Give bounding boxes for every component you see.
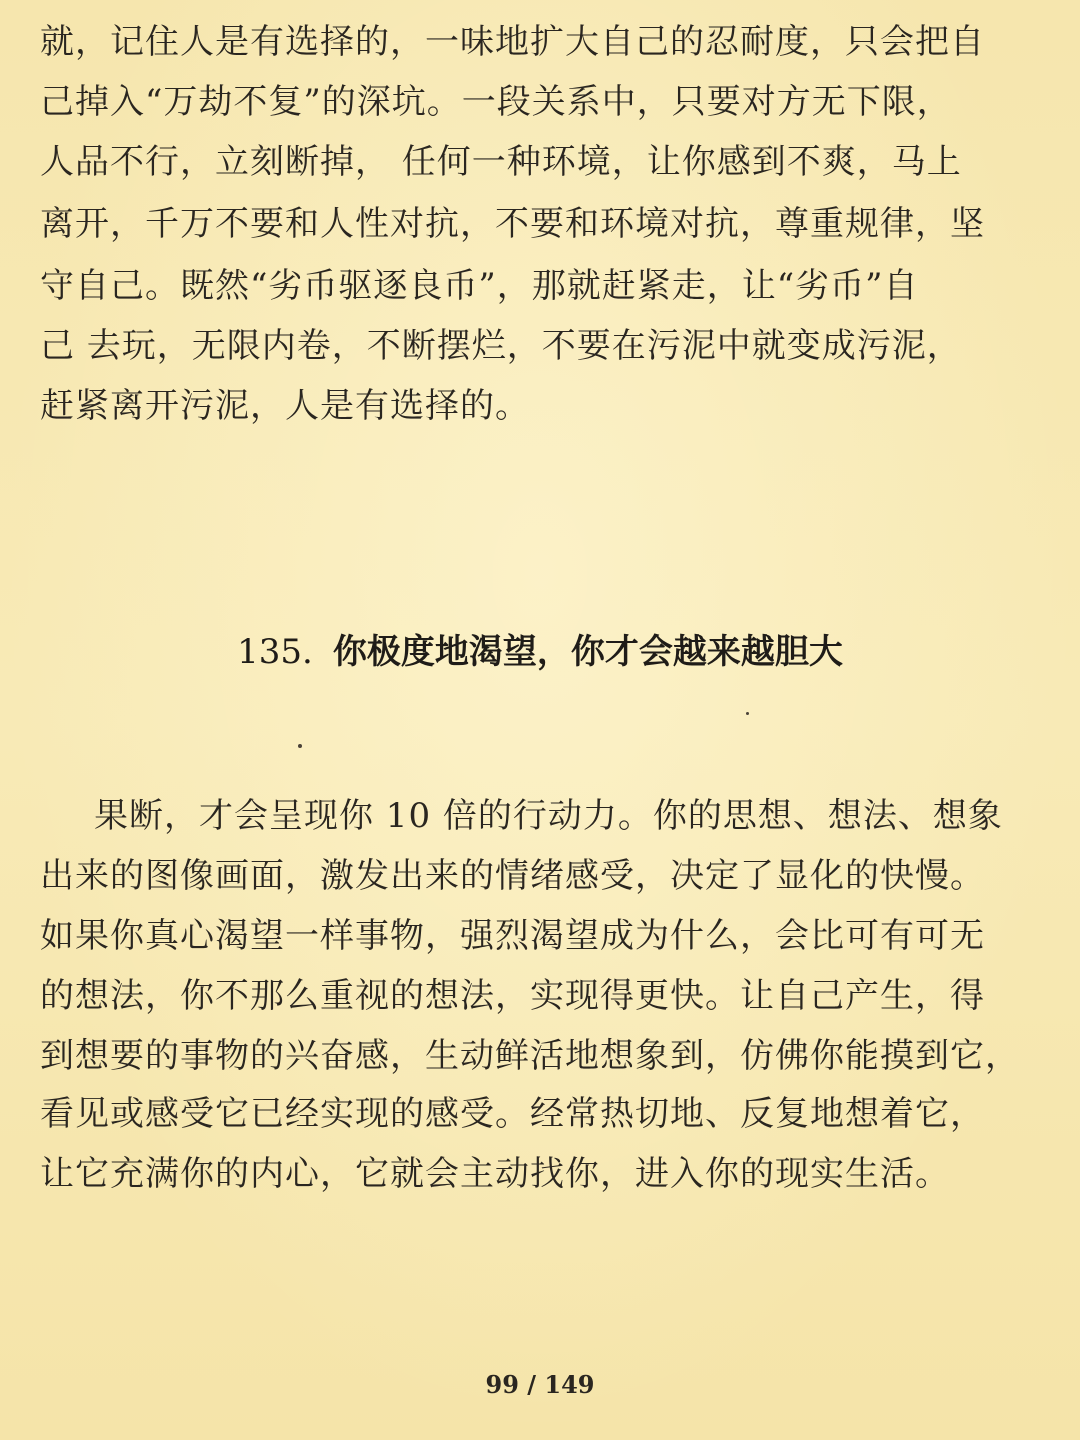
- paragraph-line: 让它充满你的内心，它就会主动找你，进入你的现实生活。: [40, 1154, 950, 1194]
- section-title: 你极度地渴望，你才会越来越胆大: [332, 632, 843, 672]
- paragraph-line: 己 去玩，无限内卷，不断摆烂，不要在污泥中就变成污泥，: [40, 326, 962, 366]
- paragraph-line: 到想要的事物的兴奋感，生动鲜活地想象到，仿佛你能摸到它，: [40, 1036, 1020, 1076]
- paper-speck: [298, 744, 302, 748]
- paragraph-line: 己掉入“万劫不复”的深坑。一段关系中，只要对方无下限，: [40, 82, 952, 122]
- paragraph-line: 果断，才会呈现你 10 倍的行动力。你的思想、想法、想象: [94, 796, 1003, 836]
- paragraph-line: 离开，千万不要和人性对抗，不要和环境对抗，尊重规律，坚: [40, 204, 985, 244]
- paragraph-line: 出来的图像画面，激发出来的情绪感受，决定了显化的快慢。: [40, 856, 985, 896]
- paragraph-line: 人品不行，立刻断掉， 任何一种环境，让你感到不爽，马上: [40, 142, 962, 182]
- page-number: 99 / 149: [485, 1370, 595, 1399]
- paragraph-line: 的想法，你不那么重视的想法，实现得更快。让自己产生，得: [40, 976, 985, 1016]
- paragraph-line: 赶紧离开污泥，人是有选择的。: [40, 386, 530, 426]
- section-number: 135.: [237, 632, 313, 672]
- paragraph-line: 就，记住人是有选择的，一味地扩大自己的忍耐度，只会把自: [40, 22, 985, 62]
- paragraph-line: 看见或感受它已经实现的感受。经常热切地、反复地想着它，: [40, 1094, 985, 1134]
- paper-speck: [746, 712, 749, 715]
- section-heading: [0, 628, 1080, 676]
- paragraph-line: 如果你真心渴望一样事物，强烈渴望成为什么，会比可有可无: [40, 916, 985, 956]
- paragraph-line: 守自己。既然“劣币驱逐良币”，那就赶紧走，让“劣币”自: [40, 266, 919, 306]
